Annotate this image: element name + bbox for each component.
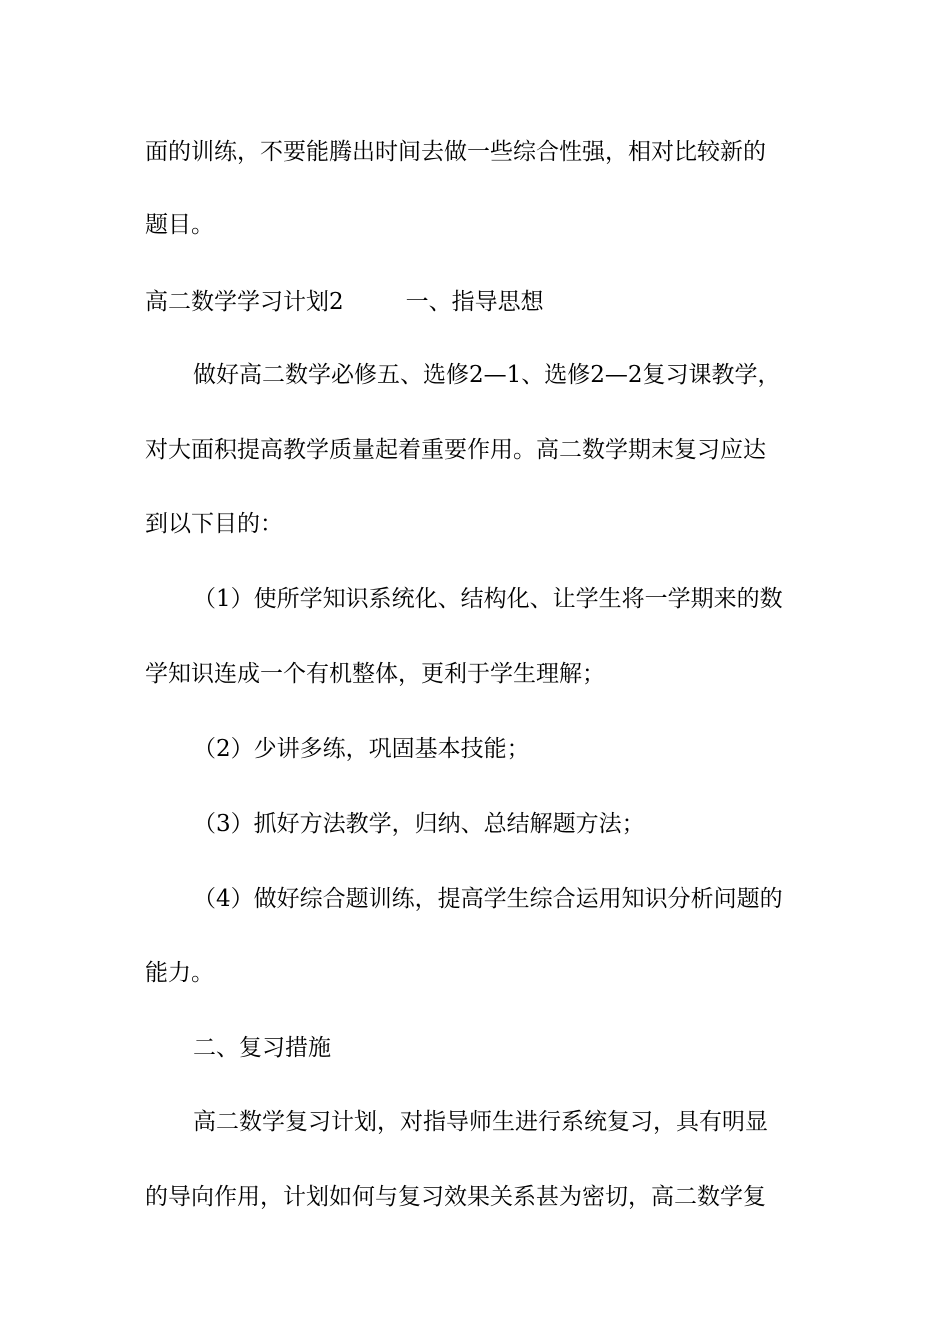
list-item: （2）少讲多练，巩固基本技能； (193, 736, 530, 762)
section-title-review-measures: 二、复习措施 (193, 1035, 331, 1061)
section-title-guiding-ideology: 一、指导思想 (405, 289, 544, 315)
list-item-continuation: 学知识连成一个有机整体，更利于学生理解； (145, 661, 605, 687)
section-heading (145, 287, 810, 317)
paragraph-line: 题目。 (145, 212, 214, 238)
paragraph-line: 到以下目的： (145, 511, 283, 537)
paragraph-line: 高二数学复习计划，对指导师生进行系统复习，具有明显 (193, 1109, 768, 1135)
paragraph-line: 做好高二数学必修五、选修2—1、选修2—2复习课教学， (193, 362, 781, 388)
list-item: （3）抓好方法教学，归纳、总结解题方法； (193, 811, 645, 837)
paragraph-line: 对大面积提高教学质量起着重要作用。高二数学期末复习应达 (145, 437, 766, 463)
list-item: （4）做好综合题训练，提高学生综合运用知识分析问题的 (193, 886, 783, 912)
list-item-continuation: 能力。 (145, 960, 214, 986)
plan-title: 高二数学学习计划2 (145, 289, 344, 315)
paragraph-line: 的导向作用，计划如何与复习效果关系甚为密切，高二数学复 (145, 1184, 766, 1210)
paragraph-line: 面的训练，不要能腾出时间去做一些综合性强，相对比较新的 (145, 139, 766, 165)
list-item: （1）使所学知识系统化、结构化、让学生将一学期来的数 (193, 586, 783, 612)
